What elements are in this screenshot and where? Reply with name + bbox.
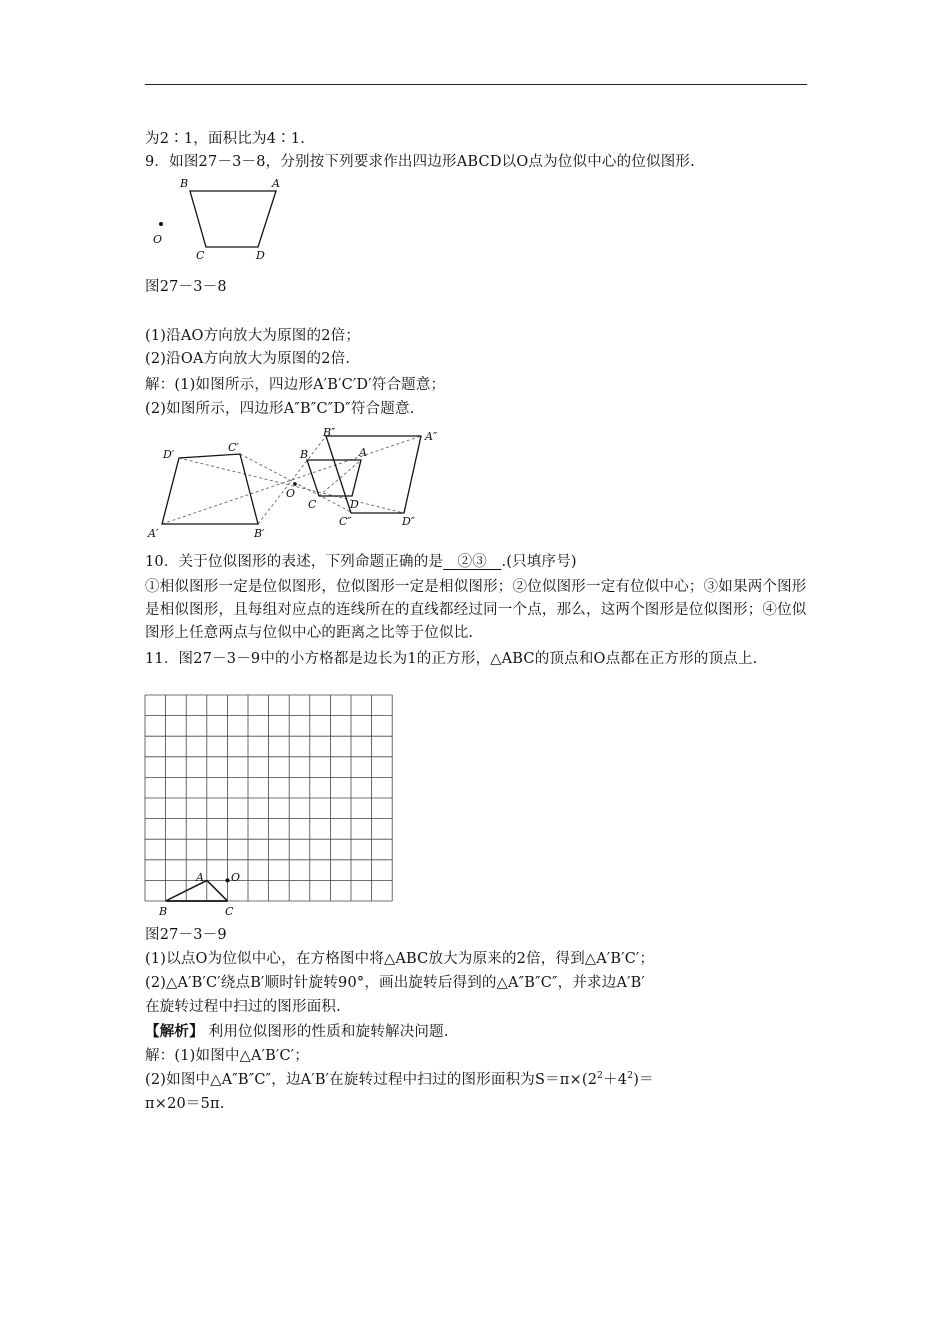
superscript-2a: 2 <box>597 1071 604 1082</box>
label-a: A <box>272 177 280 190</box>
label-d: D <box>256 249 265 262</box>
q9-solution-2: (2)如图所示，四边形A″B″C″D″符合题意. <box>145 401 415 417</box>
point-o <box>226 878 230 882</box>
label-c: C <box>196 249 205 262</box>
label-b: B <box>300 448 309 461</box>
question-9: 9．如图27－3－8，分别按下列要求作出四边形ABCD以O点为位似中心的位似图形. <box>145 154 695 170</box>
grid-lines <box>145 695 392 901</box>
q10-stem: 10．关于位似图形的表述，下列命题正确的是 <box>145 554 444 570</box>
analysis-tag: 【解析】 <box>145 1023 204 1040</box>
q11-part-2-line2: 在旋转过程中扫过的图形面积. <box>145 999 341 1015</box>
q10-suffix: .(只填序号) <box>501 554 577 570</box>
figure-q9-solution <box>145 420 455 550</box>
label-b-double-prime: B″ <box>323 426 336 439</box>
q11-part-1: (1)以点O为位似中心，在方格图中将△ABC放大为原来的2倍，得到△A′B′C′； <box>145 951 655 967</box>
q10-answer-text: ②③ <box>457 554 487 570</box>
q10-answer <box>443 554 501 570</box>
label-c: C <box>308 498 317 511</box>
q9-part-1: (1)沿AO方向放大为原图的2倍； <box>145 328 361 344</box>
q11-solution-2-mid: ＋4 <box>603 1072 628 1088</box>
question-11: 11．图27－3－9中的小方格都是边长为1的正方形，△ABC的顶点和O点都在正方形的顶点上. <box>145 651 758 667</box>
label-o: O <box>153 233 163 246</box>
label-a: A <box>196 871 204 884</box>
point-o <box>159 222 163 226</box>
text-line-ratio: 为2∶1，面积比为4∶1. <box>145 131 306 147</box>
q11-solution-2-line2: π×20＝5π. <box>145 1096 225 1112</box>
quadrilateral-abcd <box>190 191 276 247</box>
analysis-line <box>145 1022 449 1042</box>
header-rule <box>145 84 807 85</box>
label-b-prime: B′ <box>254 527 265 540</box>
label-d-prime: D′ <box>163 448 175 461</box>
segment-ac <box>207 880 228 901</box>
label-b: B <box>159 905 168 918</box>
quadrilateral-prime <box>162 454 258 524</box>
label-o: O <box>231 871 241 884</box>
q11-solution-2-post: )＝ <box>633 1072 654 1088</box>
label-c: C <box>225 905 234 918</box>
label-c-double-prime: C″ <box>339 515 352 528</box>
superscript-2b: 2 <box>627 1071 634 1082</box>
label-d: D <box>350 498 359 511</box>
question-10 <box>145 552 577 572</box>
figure-caption-27-3-9: 图27－3－9 <box>145 927 227 943</box>
label-o: O <box>286 487 296 500</box>
q11-solution-2-line1 <box>145 1070 654 1090</box>
point-o <box>293 482 297 486</box>
figure-caption-27-3-8: 图27－3－8 <box>145 279 227 295</box>
q9-solution-1: 解：(1)如图所示，四边形A′B′C′D′符合题意； <box>145 377 446 393</box>
q11-part-2-line1: (2)△A′B′C′绕点B′顺时针旋转90°，画出旋转后得到的△A″B″C″，并求边A′B′ <box>145 975 645 991</box>
q11-solution-1: 解：(1)如图中△A′B′C′； <box>145 1048 309 1064</box>
label-a-prime: A′ <box>148 527 159 540</box>
figure-27-3-8 <box>145 170 285 270</box>
q11-solution-2-pre: (2)如图中△A″B″C″，边A′B′在旋转过程中扫过的图形面积为S＝π×(2 <box>145 1072 598 1088</box>
q10-statements: ①相似图形一定是位似图形，位似图形一定是相似图形；②位似图形一定有位似中心；③如果两个图形是相似图形，且每组对应点的连线所在的直线都经过同一个点，那么，这两个图形是位似图形；④位似图形上任意两点与位似中心的距离之比等于位似比. <box>145 579 807 641</box>
quadrilateral-double-prime <box>326 436 421 513</box>
q9-part-2: (2)沿OA方向放大为原图的2倍. <box>145 351 351 367</box>
label-d-double-prime: D″ <box>402 515 415 528</box>
label-a-double-prime: A″ <box>425 430 438 443</box>
figure-27-3-9 <box>145 695 405 925</box>
analysis-text: 利用位似图形的性质和旋转解决问题. <box>208 1024 449 1040</box>
label-b: B <box>180 177 189 190</box>
label-a: A <box>359 446 367 459</box>
label-c-prime: C′ <box>228 441 239 454</box>
